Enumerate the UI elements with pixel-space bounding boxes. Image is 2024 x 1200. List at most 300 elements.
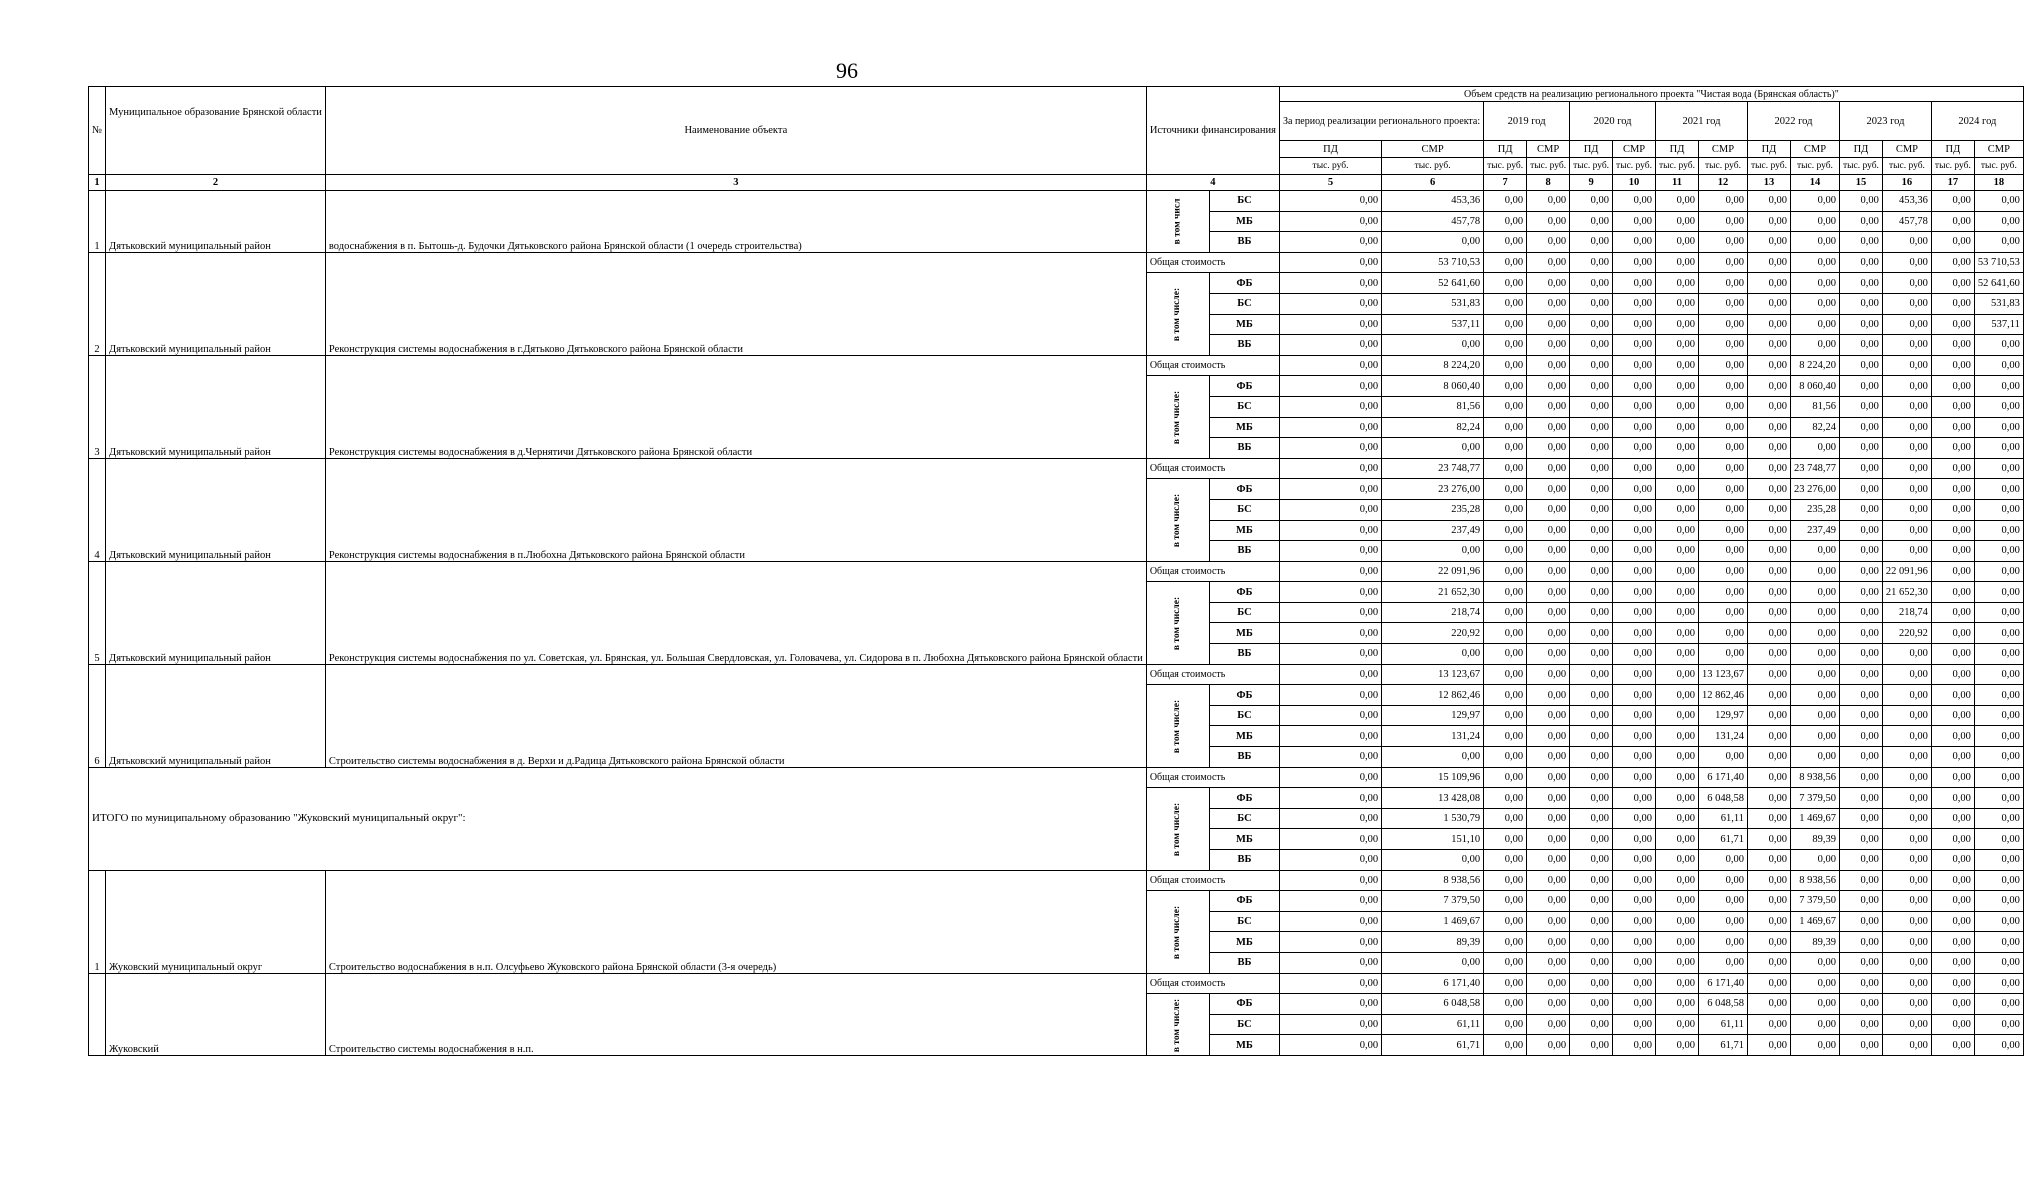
in-that-number-text: в том числе: bbox=[1172, 905, 1183, 959]
header-period-5: 2023 год bbox=[1839, 102, 1931, 141]
value-cell: 0,00 bbox=[1882, 232, 1931, 253]
value-cell: 0,00 bbox=[1974, 891, 2023, 912]
value-cell: 0,00 bbox=[1698, 891, 1747, 912]
value-cell: 0,00 bbox=[1698, 644, 1747, 665]
value-cell: 0,00 bbox=[1931, 232, 1974, 253]
funding-source: МБ bbox=[1209, 932, 1279, 953]
value-cell: 0,00 bbox=[1790, 314, 1839, 335]
page-number: 96 bbox=[836, 58, 858, 83]
value-cell: 13 123,67 bbox=[1698, 664, 1747, 685]
value-cell: 21 652,30 bbox=[1382, 582, 1484, 603]
value-cell: 0,00 bbox=[1747, 438, 1790, 459]
value-cell: 0,00 bbox=[1931, 335, 1974, 356]
in-that-number-label bbox=[1146, 788, 1209, 870]
value-cell: 0,00 bbox=[1882, 952, 1931, 973]
value-cell: 218,74 bbox=[1382, 602, 1484, 623]
value-cell: 0,00 bbox=[1382, 952, 1484, 973]
value-cell: 0,00 bbox=[1839, 293, 1882, 314]
column-number-1: 1 bbox=[89, 175, 106, 191]
value-cell: 0,00 bbox=[1656, 850, 1699, 871]
value-cell: 8 938,56 bbox=[1790, 767, 1839, 788]
value-cell: 0,00 bbox=[1570, 417, 1613, 438]
value-cell: 0,00 bbox=[1839, 376, 1882, 397]
value-cell: 0,00 bbox=[1527, 232, 1570, 253]
value-cell: 0,00 bbox=[1656, 1035, 1699, 1056]
value-cell: 0,00 bbox=[1790, 994, 1839, 1015]
value-cell: 0,00 bbox=[1747, 211, 1790, 232]
value-cell: 0,00 bbox=[1570, 376, 1613, 397]
value-cell: 0,00 bbox=[1747, 273, 1790, 294]
value-cell: 0,00 bbox=[1656, 561, 1699, 582]
value-cell: 0,00 bbox=[1931, 541, 1974, 562]
value-cell: 0,00 bbox=[1280, 644, 1382, 665]
value-cell: 0,00 bbox=[1484, 994, 1527, 1015]
value-cell: 8 938,56 bbox=[1790, 870, 1839, 891]
value-cell: 0,00 bbox=[1931, 314, 1974, 335]
in-that-number-label bbox=[1146, 685, 1209, 767]
value-cell: 0,00 bbox=[1527, 602, 1570, 623]
value-cell: 0,00 bbox=[1656, 211, 1699, 232]
value-cell: 0,00 bbox=[1484, 211, 1527, 232]
funding-source: ВБ bbox=[1209, 747, 1279, 768]
value-cell: 0,00 bbox=[1931, 602, 1974, 623]
value-cell: 0,00 bbox=[1527, 1035, 1570, 1056]
value-cell: 61,71 bbox=[1698, 829, 1747, 850]
value-cell: 0,00 bbox=[1974, 994, 2023, 1015]
in-that-number-text: в том числ bbox=[1172, 198, 1183, 245]
value-cell: 131,24 bbox=[1382, 726, 1484, 747]
value-cell: 0,00 bbox=[1656, 396, 1699, 417]
value-cell: 53 710,53 bbox=[1974, 252, 2023, 273]
value-cell: 0,00 bbox=[1974, 438, 2023, 459]
value-cell: 0,00 bbox=[1484, 458, 1527, 479]
value-cell: 0,00 bbox=[1570, 911, 1613, 932]
funding-source: МБ bbox=[1209, 829, 1279, 850]
value-cell: 0,00 bbox=[1747, 1035, 1790, 1056]
row-number: 1 bbox=[89, 191, 106, 253]
value-cell: 0,00 bbox=[1280, 355, 1382, 376]
value-cell: 0,00 bbox=[1790, 602, 1839, 623]
value-cell: 0,00 bbox=[1280, 623, 1382, 644]
table-row bbox=[89, 561, 2024, 582]
value-cell: 0,00 bbox=[1613, 891, 1656, 912]
row-number: 3 bbox=[89, 355, 106, 458]
value-cell: 0,00 bbox=[1747, 747, 1790, 768]
funding-source: ФБ bbox=[1209, 479, 1279, 500]
value-cell: 0,00 bbox=[1974, 499, 2023, 520]
value-cell: 0,00 bbox=[1839, 726, 1882, 747]
value-cell: 0,00 bbox=[1280, 726, 1382, 747]
value-cell: 0,00 bbox=[1570, 499, 1613, 520]
value-cell: 0,00 bbox=[1382, 232, 1484, 253]
value-cell: 0,00 bbox=[1931, 788, 1974, 809]
value-cell: 0,00 bbox=[1747, 808, 1790, 829]
value-cell: 129,97 bbox=[1698, 705, 1747, 726]
value-cell: 0,00 bbox=[1656, 273, 1699, 294]
header-units: тыс. руб. bbox=[1931, 158, 1974, 175]
value-cell: 0,00 bbox=[1527, 561, 1570, 582]
value-cell: 0,00 bbox=[1839, 602, 1882, 623]
value-cell: 0,00 bbox=[1570, 438, 1613, 459]
value-cell: 0,00 bbox=[1790, 726, 1839, 747]
value-cell: 61,11 bbox=[1698, 1014, 1747, 1035]
in-that-number-text: в том числе: bbox=[1172, 998, 1183, 1052]
value-cell: 0,00 bbox=[1656, 808, 1699, 829]
value-cell: 0,00 bbox=[1656, 994, 1699, 1015]
value-cell: 0,00 bbox=[1747, 561, 1790, 582]
value-cell: 0,00 bbox=[1974, 952, 2023, 973]
value-cell: 0,00 bbox=[1882, 273, 1931, 294]
value-cell: 0,00 bbox=[1484, 788, 1527, 809]
value-cell: 0,00 bbox=[1931, 1035, 1974, 1056]
value-cell: 13 428,08 bbox=[1382, 788, 1484, 809]
funding-source: МБ bbox=[1209, 726, 1279, 747]
value-cell: 0,00 bbox=[1747, 705, 1790, 726]
value-cell: 0,00 bbox=[1280, 582, 1382, 603]
value-cell: 81,56 bbox=[1382, 396, 1484, 417]
object-name: Строительство водоснабжения в н.п. Олсуфьево Жуковского района Брянской области (3-я очередь) bbox=[325, 870, 1146, 973]
value-cell: 0,00 bbox=[1570, 891, 1613, 912]
value-cell: 0,00 bbox=[1484, 417, 1527, 438]
header-units: тыс. руб. bbox=[1747, 158, 1790, 175]
value-cell: 0,00 bbox=[1527, 438, 1570, 459]
value-cell: 0,00 bbox=[1656, 376, 1699, 397]
value-cell: 0,00 bbox=[1382, 747, 1484, 768]
value-cell: 0,00 bbox=[1484, 870, 1527, 891]
value-cell: 0,00 bbox=[1570, 479, 1613, 500]
value-cell: 0,00 bbox=[1656, 602, 1699, 623]
value-cell: 0,00 bbox=[1570, 252, 1613, 273]
value-cell: 0,00 bbox=[1698, 417, 1747, 438]
value-cell: 0,00 bbox=[1570, 767, 1613, 788]
value-cell: 0,00 bbox=[1974, 396, 2023, 417]
value-cell: 0,00 bbox=[1882, 870, 1931, 891]
value-cell: 0,00 bbox=[1280, 829, 1382, 850]
value-cell: 0,00 bbox=[1747, 499, 1790, 520]
value-cell: 0,00 bbox=[1280, 561, 1382, 582]
value-cell: 453,36 bbox=[1382, 191, 1484, 212]
value-cell: 0,00 bbox=[1698, 211, 1747, 232]
value-cell: 0,00 bbox=[1484, 829, 1527, 850]
value-cell: 0,00 bbox=[1527, 767, 1570, 788]
value-cell: 0,00 bbox=[1280, 850, 1382, 871]
value-cell: 0,00 bbox=[1484, 376, 1527, 397]
value-cell: 0,00 bbox=[1280, 232, 1382, 253]
value-cell: 0,00 bbox=[1280, 870, 1382, 891]
value-cell: 0,00 bbox=[1656, 479, 1699, 500]
value-cell: 0,00 bbox=[1656, 314, 1699, 335]
value-cell: 0,00 bbox=[1790, 293, 1839, 314]
header-municipality: Муниципальное образование Брянской области bbox=[106, 87, 326, 175]
value-cell: 0,00 bbox=[1280, 499, 1382, 520]
municipality-name: Жуковский bbox=[106, 973, 326, 1055]
value-cell: 220,92 bbox=[1382, 623, 1484, 644]
value-cell: 0,00 bbox=[1484, 293, 1527, 314]
municipality-name: Дятьковский муниципальный район bbox=[106, 664, 326, 767]
value-cell: 0,00 bbox=[1570, 1035, 1613, 1056]
value-cell: 0,00 bbox=[1698, 623, 1747, 644]
value-cell: 0,00 bbox=[1570, 561, 1613, 582]
value-cell: 0,00 bbox=[1882, 499, 1931, 520]
in-that-number-label bbox=[1146, 479, 1209, 561]
header-units: тыс. руб. bbox=[1839, 158, 1882, 175]
object-name: Реконструкция системы водоснабжения в д.Чернятичи Дятьковского района Брянской области bbox=[325, 355, 1146, 458]
value-cell: 457,78 bbox=[1882, 211, 1931, 232]
value-cell: 0,00 bbox=[1974, 788, 2023, 809]
value-cell: 0,00 bbox=[1570, 850, 1613, 871]
value-cell: 0,00 bbox=[1280, 479, 1382, 500]
value-cell: 0,00 bbox=[1747, 191, 1790, 212]
value-cell: 0,00 bbox=[1613, 705, 1656, 726]
value-cell: 6 171,40 bbox=[1698, 973, 1747, 994]
value-cell: 0,00 bbox=[1882, 891, 1931, 912]
column-number-5: 5 bbox=[1280, 175, 1382, 191]
value-cell: 0,00 bbox=[1613, 479, 1656, 500]
value-cell: 53 710,53 bbox=[1382, 252, 1484, 273]
value-cell: 0,00 bbox=[1747, 1014, 1790, 1035]
value-cell: 0,00 bbox=[1747, 973, 1790, 994]
table-row bbox=[89, 767, 2024, 788]
value-cell: 12 862,46 bbox=[1698, 685, 1747, 706]
value-cell: 0,00 bbox=[1931, 520, 1974, 541]
table-row bbox=[89, 191, 2024, 212]
funding-source: МБ bbox=[1209, 623, 1279, 644]
value-cell: 0,00 bbox=[1698, 499, 1747, 520]
row-number: 6 bbox=[89, 664, 106, 767]
column-number-4: 4 bbox=[1146, 175, 1279, 191]
value-cell: 0,00 bbox=[1527, 952, 1570, 973]
value-cell: 0,00 bbox=[1882, 973, 1931, 994]
value-cell: 537,11 bbox=[1382, 314, 1484, 335]
value-cell: 0,00 bbox=[1527, 850, 1570, 871]
object-name: Строительство системы водоснабжения в д. Верхи и д.Радица Дятьковского района Брянской области bbox=[325, 664, 1146, 767]
value-cell: 0,00 bbox=[1974, 376, 2023, 397]
funding-source: ФБ bbox=[1209, 685, 1279, 706]
value-cell: 0,00 bbox=[1382, 335, 1484, 356]
value-cell: 237,49 bbox=[1382, 520, 1484, 541]
value-cell: 0,00 bbox=[1747, 644, 1790, 665]
funding-source: ФБ bbox=[1209, 582, 1279, 603]
value-cell: 0,00 bbox=[1613, 520, 1656, 541]
value-cell: 0,00 bbox=[1882, 767, 1931, 788]
value-cell: 0,00 bbox=[1570, 1014, 1613, 1035]
value-cell: 0,00 bbox=[1484, 1035, 1527, 1056]
value-cell: 0,00 bbox=[1280, 335, 1382, 356]
value-cell: 0,00 bbox=[1747, 232, 1790, 253]
value-cell: 0,00 bbox=[1280, 932, 1382, 953]
value-cell: 0,00 bbox=[1790, 747, 1839, 768]
value-cell: 0,00 bbox=[1698, 376, 1747, 397]
value-cell: 6 171,40 bbox=[1698, 767, 1747, 788]
in-that-number-text: в том числе: bbox=[1172, 390, 1183, 445]
header-sub-smr: СМР bbox=[1790, 141, 1839, 158]
value-cell: 0,00 bbox=[1974, 191, 2023, 212]
value-cell: 531,83 bbox=[1382, 293, 1484, 314]
header-units: тыс. руб. bbox=[1974, 158, 2023, 175]
value-cell: 0,00 bbox=[1484, 1014, 1527, 1035]
value-cell: 0,00 bbox=[1882, 850, 1931, 871]
value-cell: 0,00 bbox=[1484, 396, 1527, 417]
value-cell: 0,00 bbox=[1570, 685, 1613, 706]
value-cell: 0,00 bbox=[1790, 705, 1839, 726]
value-cell: 0,00 bbox=[1280, 252, 1382, 273]
value-cell: 0,00 bbox=[1698, 458, 1747, 479]
value-cell: 0,00 bbox=[1974, 520, 2023, 541]
funding-source: МБ bbox=[1209, 1035, 1279, 1056]
value-cell: 0,00 bbox=[1698, 191, 1747, 212]
value-cell: 0,00 bbox=[1790, 211, 1839, 232]
value-cell: 0,00 bbox=[1790, 191, 1839, 212]
value-cell: 0,00 bbox=[1280, 952, 1382, 973]
value-cell: 21 652,30 bbox=[1882, 582, 1931, 603]
value-cell: 0,00 bbox=[1527, 541, 1570, 562]
value-cell: 0,00 bbox=[1882, 726, 1931, 747]
value-cell: 0,00 bbox=[1570, 273, 1613, 294]
value-cell: 0,00 bbox=[1527, 314, 1570, 335]
value-cell: 0,00 bbox=[1974, 582, 2023, 603]
value-cell: 0,00 bbox=[1570, 952, 1613, 973]
value-cell: 0,00 bbox=[1484, 952, 1527, 973]
value-cell: 0,00 bbox=[1974, 705, 2023, 726]
value-cell: 0,00 bbox=[1656, 623, 1699, 644]
value-cell: 0,00 bbox=[1747, 335, 1790, 356]
value-cell: 0,00 bbox=[1931, 911, 1974, 932]
value-cell: 0,00 bbox=[1280, 767, 1382, 788]
header-sub-pd: ПД bbox=[1656, 141, 1699, 158]
value-cell: 0,00 bbox=[1931, 252, 1974, 273]
value-cell: 0,00 bbox=[1613, 335, 1656, 356]
value-cell: 0,00 bbox=[1527, 685, 1570, 706]
value-cell: 0,00 bbox=[1931, 685, 1974, 706]
value-cell: 0,00 bbox=[1570, 705, 1613, 726]
value-cell: 218,74 bbox=[1882, 602, 1931, 623]
value-cell: 531,83 bbox=[1974, 293, 2023, 314]
value-cell: 0,00 bbox=[1747, 252, 1790, 273]
value-cell: 0,00 bbox=[1613, 438, 1656, 459]
value-cell: 8 938,56 bbox=[1382, 870, 1484, 891]
value-cell: 0,00 bbox=[1280, 747, 1382, 768]
value-cell: 0,00 bbox=[1484, 438, 1527, 459]
value-cell: 0,00 bbox=[1527, 335, 1570, 356]
funding-source: БС bbox=[1209, 808, 1279, 829]
header-sub-pd: ПД bbox=[1839, 141, 1882, 158]
value-cell: 0,00 bbox=[1882, 747, 1931, 768]
value-cell: 0,00 bbox=[1974, 479, 2023, 500]
value-cell: 0,00 bbox=[1656, 747, 1699, 768]
value-cell: 0,00 bbox=[1790, 850, 1839, 871]
value-cell: 0,00 bbox=[1613, 191, 1656, 212]
value-cell: 0,00 bbox=[1613, 273, 1656, 294]
column-numbers-row bbox=[89, 175, 2024, 191]
header-units: тыс. руб. bbox=[1613, 158, 1656, 175]
header-sub-pd: ПД bbox=[1931, 141, 1974, 158]
value-cell: 0,00 bbox=[1280, 520, 1382, 541]
object-name: Реконструкция системы водоснабжения в п.Любохна Дятьковского района Брянской области bbox=[325, 458, 1146, 561]
value-cell: 0,00 bbox=[1570, 520, 1613, 541]
value-cell: 0,00 bbox=[1570, 623, 1613, 644]
in-that-number-text: в том числе: bbox=[1172, 699, 1183, 754]
column-number-9: 9 bbox=[1570, 175, 1613, 191]
value-cell: 0,00 bbox=[1484, 499, 1527, 520]
total-cost-label: Общая стоимость bbox=[1146, 252, 1279, 273]
value-cell: 0,00 bbox=[1931, 499, 1974, 520]
value-cell: 0,00 bbox=[1527, 520, 1570, 541]
value-cell: 0,00 bbox=[1570, 644, 1613, 665]
value-cell: 8 224,20 bbox=[1382, 355, 1484, 376]
value-cell: 0,00 bbox=[1280, 417, 1382, 438]
value-cell: 0,00 bbox=[1698, 850, 1747, 871]
value-cell: 0,00 bbox=[1527, 211, 1570, 232]
value-cell: 0,00 bbox=[1974, 747, 2023, 768]
column-number-16: 16 bbox=[1882, 175, 1931, 191]
value-cell: 0,00 bbox=[1839, 685, 1882, 706]
value-cell: 1 469,67 bbox=[1790, 808, 1839, 829]
municipality-name: Жуковский муниципальный округ bbox=[106, 870, 326, 973]
value-cell: 0,00 bbox=[1882, 252, 1931, 273]
value-cell: 0,00 bbox=[1882, 417, 1931, 438]
value-cell: 0,00 bbox=[1931, 293, 1974, 314]
value-cell: 22 091,96 bbox=[1882, 561, 1931, 582]
value-cell: 61,11 bbox=[1698, 808, 1747, 829]
funding-source: ВБ bbox=[1209, 438, 1279, 459]
value-cell: 0,00 bbox=[1698, 438, 1747, 459]
value-cell: 0,00 bbox=[1747, 314, 1790, 335]
value-cell: 0,00 bbox=[1613, 314, 1656, 335]
value-cell: 82,24 bbox=[1790, 417, 1839, 438]
value-cell: 0,00 bbox=[1280, 664, 1382, 685]
value-cell: 0,00 bbox=[1882, 829, 1931, 850]
value-cell: 0,00 bbox=[1974, 458, 2023, 479]
value-cell: 82,24 bbox=[1382, 417, 1484, 438]
value-cell: 0,00 bbox=[1527, 911, 1570, 932]
value-cell: 0,00 bbox=[1747, 417, 1790, 438]
value-cell: 0,00 bbox=[1484, 911, 1527, 932]
value-cell: 0,00 bbox=[1839, 582, 1882, 603]
value-cell: 61,11 bbox=[1382, 1014, 1484, 1035]
value-cell: 0,00 bbox=[1698, 541, 1747, 562]
value-cell: 0,00 bbox=[1656, 252, 1699, 273]
value-cell: 0,00 bbox=[1656, 458, 1699, 479]
value-cell: 0,00 bbox=[1747, 911, 1790, 932]
table-row bbox=[89, 355, 2024, 376]
value-cell: 0,00 bbox=[1570, 788, 1613, 809]
column-number-15: 15 bbox=[1839, 175, 1882, 191]
value-cell: 0,00 bbox=[1790, 252, 1839, 273]
value-cell: 0,00 bbox=[1882, 293, 1931, 314]
value-cell: 0,00 bbox=[1839, 396, 1882, 417]
value-cell: 0,00 bbox=[1839, 788, 1882, 809]
column-number-8: 8 bbox=[1527, 175, 1570, 191]
value-cell: 0,00 bbox=[1613, 973, 1656, 994]
value-cell: 0,00 bbox=[1698, 232, 1747, 253]
value-cell: 0,00 bbox=[1698, 252, 1747, 273]
value-cell: 0,00 bbox=[1747, 767, 1790, 788]
value-cell: 0,00 bbox=[1974, 664, 2023, 685]
value-cell: 0,00 bbox=[1613, 232, 1656, 253]
value-cell: 81,56 bbox=[1790, 396, 1839, 417]
value-cell: 0,00 bbox=[1484, 664, 1527, 685]
value-cell: 0,00 bbox=[1527, 788, 1570, 809]
value-cell: 0,00 bbox=[1747, 602, 1790, 623]
value-cell: 0,00 bbox=[1747, 355, 1790, 376]
value-cell: 0,00 bbox=[1484, 932, 1527, 953]
municipality-name: Дятьковский муниципальный район bbox=[106, 355, 326, 458]
value-cell: 0,00 bbox=[1882, 911, 1931, 932]
value-cell: 0,00 bbox=[1839, 891, 1882, 912]
value-cell: 0,00 bbox=[1484, 623, 1527, 644]
value-cell: 0,00 bbox=[1839, 1014, 1882, 1035]
value-cell: 453,36 bbox=[1882, 191, 1931, 212]
